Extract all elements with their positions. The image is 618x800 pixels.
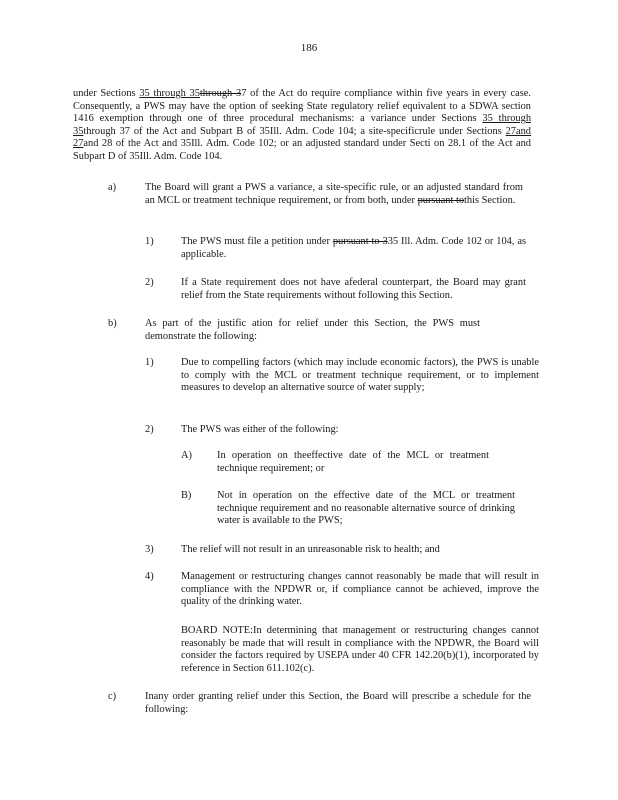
paragraph-text: The relief will not result in an unreasonable risk to health; and [181,544,440,555]
paragraph-label: 1) [145,357,154,368]
paragraph-text: If a State requirement does not have afederal counterpart, the Board may grant relief from the State requirements without following this Section. [181,277,526,301]
subparagraph-label: A) [181,450,192,461]
subparagraph-text: Not in operation on the effective date of the MCL or treatment technique requirement and no reasonable alternative source of drinking water is available to the PWS; [217,490,515,527]
subparagraph-label: B) [181,490,192,501]
inserted-text: 27and 27 [73,125,531,150]
intro-text-1: under Sections [73,88,140,99]
intro-paragraph [73,88,531,164]
intro-text-2: 7 of the Act do require compliance within five years in every case. Consequently, a PWS may have the option of seeking State regulatory relief equivalent to a SDWA section 1416 exemption through one of three procedural mechanisms: a variance under Sections [73,88,531,125]
inserted-text: 35 through 35 [139,88,200,99]
subsection-label: b) [108,318,117,329]
paragraph-text: Management or restructuring changes cannot reasonably be made that will result in compliance with the NPDWR or, if compliance cannot be achieved, improve the quality of the drinking water. [181,571,539,608]
intro-text-4: and 28 of the Act and 35Ill. Adm. Code 102; or an adjusted standard under Secti on 28.1 of the Act and Subpart D of 35Ill. Adm. Code 104. [73,138,531,162]
deleted-text: pursuant to 3 [332,236,388,247]
subsection-text: Inany order granting relief under this Section, the Board will prescribe a schedule for the following: [145,691,531,715]
subsection-text: As part of the justific ation for relief under this Section, the PWS must demonstrate the following: [145,318,480,342]
paragraph-text [181,236,526,261]
deleted-text: through 3 [199,88,242,99]
deleted-text: pursuant to [417,194,465,206]
paragraph-label: 4) [145,571,154,582]
text-run: The Board will grant a PWS a variance, a site-specific rule, or an adjusted standard from an MCL or treatment technique requirement, or from both, under [145,182,523,206]
board-note: BOARD NOTE:In determining that management or restructuring changes cannot reasonably be made that will result in compliance with the NPDWR, the Board will consider the factors required by USEPA under 40 CFR 142.20(b)(1), incorporated by reference in Section 611.102(c). [181,625,539,674]
subparagraph-text: In operation on theeffective date of the MCL or treatment technique requirement; or [217,450,489,474]
paragraph-label: 2) [145,424,154,435]
page-number: 186 [300,42,318,54]
inserted-text: 35 through 35 [73,113,532,137]
text-run: 35 Ill. Adm. Code 102 or 104, as applicable. [181,236,526,260]
paragraph-label: 1) [145,236,154,247]
intro-text-3: through 37 of the Act and Subpart B of 35Ill. Adm. Code 104; a site-specificrule under Sections [83,125,506,137]
paragraph-text: Due to compelling factors (which may include economic factors), the PWS is unable to comply with the MCL or treatment technique requirement, or to implement measures to develop an alternative source of water supply; [181,357,539,394]
subsection-label: a) [108,182,117,193]
paragraph-label: 2) [145,277,154,288]
subsection-label: c) [108,691,117,702]
text-run: The PWS must file a petition under [181,236,333,247]
paragraph-text: The PWS was either of the following: [181,424,339,435]
subsection-text [145,182,523,207]
paragraph-label: 3) [145,544,154,555]
text-run: this Section. [464,194,516,206]
